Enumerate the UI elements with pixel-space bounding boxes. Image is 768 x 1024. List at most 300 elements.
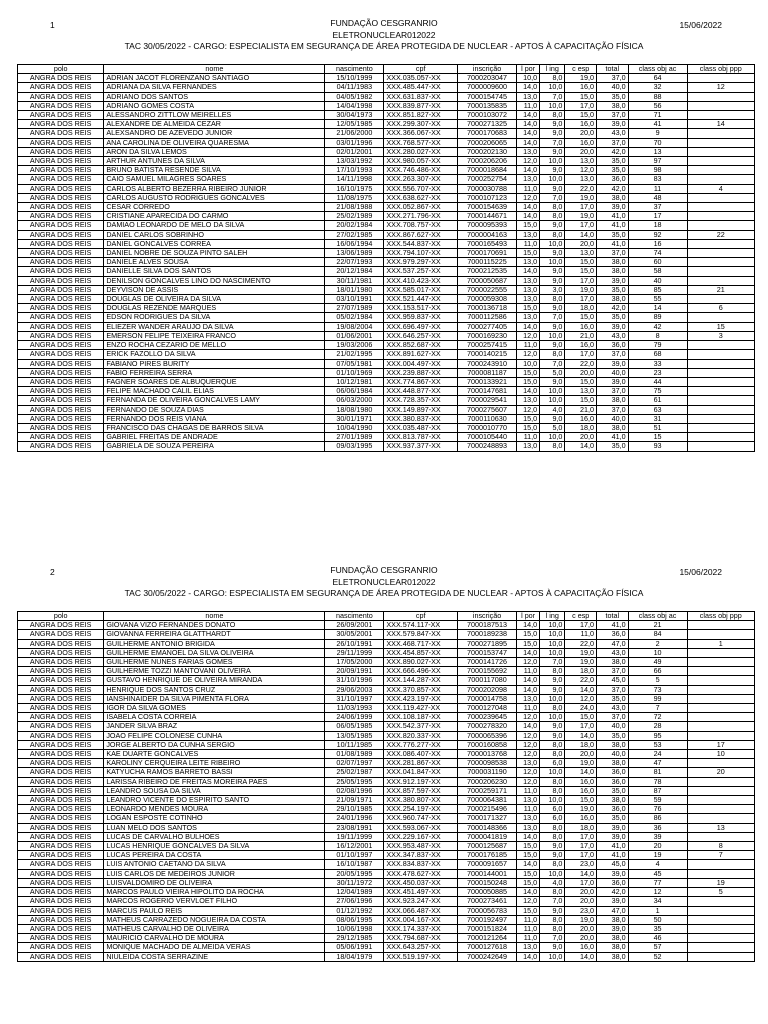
table-cell: GIOVANA VIZO FERNANDES DONATO [104, 621, 325, 630]
table-cell: 01/10/1997 [325, 851, 384, 860]
table-cell: 39,0 [597, 359, 629, 368]
table-row [18, 943, 755, 952]
table-cell: 15,0 [565, 313, 597, 322]
table-cell: 16,0 [565, 786, 597, 795]
table-cell: 8,0 [540, 823, 565, 832]
table-cell: DANIEL NOBRE DE SOUZA PINTO SALEH [104, 249, 325, 258]
table-cell: 86 [628, 814, 687, 823]
table-row [18, 405, 755, 414]
table-cell: 41,0 [597, 851, 629, 860]
table-row [18, 796, 755, 805]
table-cell: 10,0 [540, 869, 565, 878]
table-cell: 17,0 [565, 851, 597, 860]
table-cell: 13,0 [517, 759, 540, 768]
table-cell: XXX.544.837-XX [384, 239, 458, 248]
table-cell: 36 [628, 823, 687, 832]
table-cell [687, 157, 754, 166]
table-cell: KAE DUARTE GONCALVES [104, 750, 325, 759]
table-cell [687, 759, 754, 768]
table-cell: 15,0 [565, 796, 597, 805]
table-cell: 11,0 [517, 915, 540, 924]
table-cell: ANGRA DOS REIS [18, 906, 104, 915]
table-cell: 14,0 [517, 621, 540, 630]
table-cell: 17,0 [565, 203, 597, 212]
table-cell: 55 [628, 295, 687, 304]
table-cell: 7000257415 [458, 341, 517, 350]
table-cell: 66 [628, 667, 687, 676]
table-cell [687, 943, 754, 952]
table-cell: ANGRA DOS REIS [18, 212, 104, 221]
table-cell: 16,0 [565, 322, 597, 331]
table-cell: 9,0 [540, 129, 565, 138]
table-row [18, 147, 755, 156]
table-cell [687, 212, 754, 221]
table-cell: 14,0 [565, 230, 597, 239]
table-cell: 41,0 [597, 621, 629, 630]
table-cell: 15,0 [517, 414, 540, 423]
table-cell: 25/02/1989 [325, 212, 384, 221]
table-cell: 45 [628, 869, 687, 878]
table-cell: 9,0 [540, 943, 565, 952]
table-cell: 02/01/2001 [325, 147, 384, 156]
table-cell: XXX.041.847-XX [384, 768, 458, 777]
table-cell: 7000206230 [458, 777, 517, 786]
table-cell [687, 676, 754, 685]
table-cell: 10,0 [540, 621, 565, 630]
table-cell: CAIO SAMUEL MILAGRES SOARES [104, 175, 325, 184]
table-cell: 7000004163 [458, 230, 517, 239]
table-cell: 11,0 [517, 239, 540, 248]
table-cell: 7000170691 [458, 249, 517, 258]
table-cell: 2 [628, 639, 687, 648]
table-cell: XXX.052.867-XX [384, 203, 458, 212]
table-cell: 7000095393 [458, 221, 517, 230]
table-cell: ANGRA DOS REIS [18, 952, 104, 961]
table-cell: 7,0 [540, 313, 565, 322]
table-cell: 14,0 [565, 731, 597, 740]
table-cell: GUILHERME NUNES FARIAS GOMES [104, 658, 325, 667]
table-cell: FERNANDO DOS REIS VIANA [104, 414, 325, 423]
table-row [18, 313, 755, 322]
table-cell: LUIS CARLOS DE MEDEIROS JUNIOR [104, 869, 325, 878]
column-header: class obj ppp [687, 612, 754, 621]
table-cell: ELIEZER WANDER ARAUJO DA SILVA [104, 322, 325, 331]
column-header: nascimento [325, 65, 384, 74]
table-row [18, 814, 755, 823]
table-cell: 15,0 [565, 111, 597, 120]
table-cell: ANGRA DOS REIS [18, 239, 104, 248]
table-cell: 8,0 [540, 832, 565, 841]
table-cell: 38,0 [597, 952, 629, 961]
table-cell [687, 359, 754, 368]
table-cell: 38,0 [597, 934, 629, 943]
table-cell: 79 [628, 341, 687, 350]
column-header: polo [18, 65, 104, 74]
table-cell: 14,0 [517, 111, 540, 120]
table-cell: XXX.960.747-XX [384, 814, 458, 823]
table-cell: 42,0 [597, 888, 629, 897]
table-cell: XXX.937.377-XX [384, 442, 458, 451]
table-cell: 10,0 [540, 796, 565, 805]
table-cell: 37 [628, 203, 687, 212]
table-cell: 20,0 [565, 924, 597, 933]
table-cell: 16,0 [565, 814, 597, 823]
table-cell: 9,0 [540, 120, 565, 129]
table-cell: 7000243910 [458, 359, 517, 368]
table-cell: 19/11/1999 [325, 832, 384, 841]
table-cell: 8,0 [540, 777, 565, 786]
table-cell: 37,0 [597, 685, 629, 694]
table-cell: 7000259171 [458, 786, 517, 795]
table-cell: ALEXANDRE DE ALMEIDA CEZAR [104, 120, 325, 129]
table-row [18, 667, 755, 676]
table-cell [687, 377, 754, 386]
table-cell: 23,0 [565, 906, 597, 915]
table-cell: 05/02/1984 [325, 313, 384, 322]
table-cell: 41,0 [597, 221, 629, 230]
results-table [17, 611, 755, 962]
column-header: nome [104, 612, 325, 621]
table-cell: 14,0 [565, 869, 597, 878]
table-cell: 37,0 [597, 713, 629, 722]
table-cell [687, 694, 754, 703]
table-cell [687, 805, 754, 814]
table-row [18, 239, 755, 248]
table-cell: 7000189238 [458, 630, 517, 639]
table-cell: 87 [628, 786, 687, 795]
document-page [0, 0, 768, 451]
table-cell: XXX.380.837-XX [384, 414, 458, 423]
table-cell: 06/05/1985 [325, 722, 384, 731]
table-cell: ADRIANA DA SILVA FERNANDES [104, 83, 325, 92]
table-cell: 37,0 [597, 350, 629, 359]
table-cell: ANGRA DOS REIS [18, 823, 104, 832]
table-cell: 35,0 [597, 313, 629, 322]
table-cell [687, 387, 754, 396]
table-cell: ANGRA DOS REIS [18, 359, 104, 368]
table-cell: 7000103072 [458, 111, 517, 120]
table-cell: 20,0 [565, 897, 597, 906]
table-cell: DEYVISON DE ASSIS [104, 285, 325, 294]
table-cell: 39,0 [597, 203, 629, 212]
table-cell [687, 350, 754, 359]
table-cell: 9,0 [540, 147, 565, 156]
table-cell: ANGRA DOS REIS [18, 888, 104, 897]
table-cell: 07/05/1981 [325, 359, 384, 368]
table-cell: 48 [628, 193, 687, 202]
table-cell: ANGRA DOS REIS [18, 295, 104, 304]
table-cell [687, 667, 754, 676]
table-cell: LEANDRO VICENTE DO ESPIRITO SANTO [104, 796, 325, 805]
table-cell: EDSON RODRIGUES DA SILVA [104, 313, 325, 322]
table-cell: 10,0 [540, 239, 565, 248]
table-cell: 10/06/1998 [325, 924, 384, 933]
table-cell: 50 [628, 915, 687, 924]
table-cell: 13 [628, 147, 687, 156]
table-cell: 12,0 [517, 193, 540, 202]
table-cell: 38,0 [597, 295, 629, 304]
table-cell: 06/03/2000 [325, 396, 384, 405]
table-cell: 7,0 [540, 658, 565, 667]
table-cell: 7000081187 [458, 368, 517, 377]
table-cell: 20,0 [565, 433, 597, 442]
table-row [18, 639, 755, 648]
table-cell: 19,0 [565, 759, 597, 768]
table-cell: 17/05/2000 [325, 658, 384, 667]
table-cell: ANGRA DOS REIS [18, 786, 104, 795]
table-cell: 14,0 [565, 442, 597, 451]
table-cell: 57 [628, 943, 687, 952]
column-header: class obj ac [628, 65, 687, 74]
column-header: class obj ppp [687, 65, 754, 74]
table-cell: BRUNO BATISTA RESENDE SILVA [104, 166, 325, 175]
table-cell: 7000202130 [458, 147, 517, 156]
table-cell [687, 276, 754, 285]
table-cell: 9,0 [540, 341, 565, 350]
table-cell: 12,0 [565, 694, 597, 703]
table-cell: 29/12/1985 [325, 934, 384, 943]
table-cell: ANGRA DOS REIS [18, 832, 104, 841]
table-cell: 37,0 [597, 74, 629, 83]
table-cell: GABRIELA DE SOUZA PEREIRA [104, 442, 325, 451]
table-cell: XXX.813.787-XX [384, 433, 458, 442]
table-cell: 8 [687, 842, 754, 851]
table-cell [687, 915, 754, 924]
table-cell [687, 731, 754, 740]
table-cell: 7000050687 [458, 276, 517, 285]
table-cell: 18,0 [565, 740, 597, 749]
table-cell: CARLOS ALBERTO BEZERRA RIBEIRO JUNIOR [104, 184, 325, 193]
table-cell: 12/05/1985 [325, 120, 384, 129]
table-cell: 44 [628, 377, 687, 386]
table-cell: 41 [628, 120, 687, 129]
table-cell: XXX.851.827-XX [384, 111, 458, 120]
table-cell: 7,0 [540, 359, 565, 368]
table-cell: 9,0 [540, 842, 565, 851]
table-cell: ANGRA DOS REIS [18, 731, 104, 740]
document-page [0, 547, 768, 961]
table-cell: 22 [687, 230, 754, 239]
table-cell: 32 [628, 83, 687, 92]
table-cell [687, 658, 754, 667]
table-cell: 47,0 [597, 906, 629, 915]
table-cell: XXX.574.117-XX [384, 621, 458, 630]
table-row [18, 396, 755, 405]
table-cell: 15,0 [517, 377, 540, 386]
table-cell: 15,0 [565, 267, 597, 276]
table-cell: EMERSON FELIPE TEIXEIRA FRANCO [104, 331, 325, 340]
table-cell [687, 869, 754, 878]
table-cell: 35 [628, 924, 687, 933]
table-cell: 01/06/2001 [325, 331, 384, 340]
table-row [18, 193, 755, 202]
table-cell: 14,0 [517, 212, 540, 221]
table-cell [687, 713, 754, 722]
table-cell: 23/08/1991 [325, 823, 384, 832]
table-cell: ANGRA DOS REIS [18, 814, 104, 823]
table-cell [687, 704, 754, 713]
table-cell: 39,0 [597, 897, 629, 906]
table-cell: 12,0 [517, 731, 540, 740]
table-cell: XXX.149.897-XX [384, 405, 458, 414]
table-cell: ANGRA DOS REIS [18, 658, 104, 667]
table-cell [687, 814, 754, 823]
table-cell: 11,0 [517, 786, 540, 795]
table-cell: 6,0 [540, 814, 565, 823]
table-cell: 13/05/1985 [325, 731, 384, 740]
table-cell: 7000206206 [458, 157, 517, 166]
table-cell [687, 221, 754, 230]
table-cell: 7000187513 [458, 621, 517, 630]
table-cell: ANGRA DOS REIS [18, 405, 104, 414]
table-cell: 9,0 [540, 184, 565, 193]
table-cell: XXX.423.197-XX [384, 694, 458, 703]
table-cell: 51 [628, 423, 687, 432]
table-cell: ANGRA DOS REIS [18, 630, 104, 639]
table-cell: 27/02/1985 [325, 230, 384, 239]
table-cell: 18,0 [565, 823, 597, 832]
table-cell: ANGRA DOS REIS [18, 138, 104, 147]
table-cell: 20,0 [565, 129, 597, 138]
table-cell: 19 [628, 851, 687, 860]
table-cell: HENRIQUE DOS SANTOS CRUZ [104, 685, 325, 694]
table-cell: 8,0 [540, 667, 565, 676]
table-cell: 5 [628, 676, 687, 685]
table-cell: 20/05/1995 [325, 869, 384, 878]
table-cell: 10,0 [540, 768, 565, 777]
table-cell: 10 [687, 750, 754, 759]
table-cell: 20/02/1984 [325, 221, 384, 230]
table-cell: 7,0 [540, 897, 565, 906]
table-cell: 27/06/1996 [325, 897, 384, 906]
table-cell: XXX.271.796-XX [384, 212, 458, 221]
table-cell: 8,0 [540, 704, 565, 713]
table-cell: ANGRA DOS REIS [18, 842, 104, 851]
table-cell: 7000192497 [458, 915, 517, 924]
table-cell: 17 [687, 740, 754, 749]
table-cell: ANGRA DOS REIS [18, 184, 104, 193]
table-cell: ANGRA DOS REIS [18, 111, 104, 120]
table-cell: 7000121264 [458, 934, 517, 943]
table-cell: ANGRA DOS REIS [18, 147, 104, 156]
table-cell: ANGRA DOS REIS [18, 285, 104, 294]
table-cell: 10,0 [517, 359, 540, 368]
table-cell: ANGRA DOS REIS [18, 759, 104, 768]
table-cell: 16/12/2001 [325, 842, 384, 851]
table-cell: 11,0 [517, 433, 540, 442]
table-cell: 12,0 [517, 768, 540, 777]
table-cell: 12,0 [517, 157, 540, 166]
table-cell: ANGRA DOS REIS [18, 685, 104, 694]
table-cell: 13,0 [565, 249, 597, 258]
table-cell: 11,0 [517, 704, 540, 713]
table-cell: 12/04/1989 [325, 888, 384, 897]
table-cell: 77 [628, 878, 687, 887]
table-cell: 6,0 [540, 805, 565, 814]
table-row [18, 92, 755, 101]
table-cell [687, 341, 754, 350]
table-cell: 47 [628, 759, 687, 768]
table-cell [687, 722, 754, 731]
table-cell: 97 [628, 157, 687, 166]
table-cell: 99 [628, 694, 687, 703]
table-row [18, 276, 755, 285]
table-cell: XXX.912.197-XX [384, 777, 458, 786]
table-cell: 5 [687, 888, 754, 897]
table-cell: 14,0 [517, 138, 540, 147]
table-cell: XXX.728.357-XX [384, 396, 458, 405]
table-cell: 7000176185 [458, 851, 517, 860]
table-row [18, 777, 755, 786]
table-row [18, 704, 755, 713]
table-cell: 38,0 [597, 267, 629, 276]
table-cell: 53 [628, 740, 687, 749]
table-cell: 10,0 [540, 630, 565, 639]
table-cell: 17,0 [565, 832, 597, 841]
table-row [18, 740, 755, 749]
table-cell: XXX.410.423-XX [384, 276, 458, 285]
table-cell: 10,0 [540, 713, 565, 722]
table-row [18, 322, 755, 331]
table-row [18, 414, 755, 423]
table-cell: 14,0 [517, 267, 540, 276]
table-cell: 10,0 [540, 433, 565, 442]
table-cell: 04/05/1982 [325, 92, 384, 101]
table-cell: 22,0 [565, 676, 597, 685]
page-header [0, 0, 768, 64]
table-cell: 18,0 [565, 423, 597, 432]
table-cell: 29/06/2003 [325, 685, 384, 694]
table-cell: 73 [628, 685, 687, 694]
table-cell: 13,0 [517, 92, 540, 101]
table-cell: XXX.638.627-XX [384, 193, 458, 202]
table-cell [687, 405, 754, 414]
table-cell: 43,0 [597, 331, 629, 340]
column-header: inscrição [458, 65, 517, 74]
table-cell: XXX.979.297-XX [384, 258, 458, 267]
table-cell: LEONARDO MENDES MOURA [104, 805, 325, 814]
table-cell: 7000151824 [458, 924, 517, 933]
table-cell: ANGRA DOS REIS [18, 768, 104, 777]
table-cell: 12,0 [517, 713, 540, 722]
table-cell: 14/11/1998 [325, 175, 384, 184]
table-cell: 85 [628, 285, 687, 294]
table-cell: IANSHINAIDER DA SILVA PIMENTA FLORA [104, 694, 325, 703]
table-cell: 18 [628, 221, 687, 230]
table-row [18, 722, 755, 731]
table-cell: 01/10/1969 [325, 368, 384, 377]
table-cell: ANGRA DOS REIS [18, 869, 104, 878]
table-cell: XXX.281.867-XX [384, 759, 458, 768]
table-cell [687, 147, 754, 156]
table-cell: 37,0 [597, 667, 629, 676]
table-cell [687, 313, 754, 322]
table-cell [687, 777, 754, 786]
table-cell: 13,0 [517, 295, 540, 304]
table-cell: 13,0 [517, 814, 540, 823]
table-cell: 7000242649 [458, 952, 517, 961]
table-cell: 17/10/1993 [325, 166, 384, 175]
table-cell: ANGRA DOS REIS [18, 120, 104, 129]
table-cell: 02/08/1996 [325, 786, 384, 795]
table-cell: 36,0 [597, 805, 629, 814]
table-row [18, 768, 755, 777]
table-cell: XXX.451.497-XX [384, 888, 458, 897]
table-cell: 01/12/1992 [325, 906, 384, 915]
table-cell: 14,0 [517, 952, 540, 961]
table-cell: 9,0 [540, 221, 565, 230]
table-cell: XXX.953.487-XX [384, 842, 458, 851]
